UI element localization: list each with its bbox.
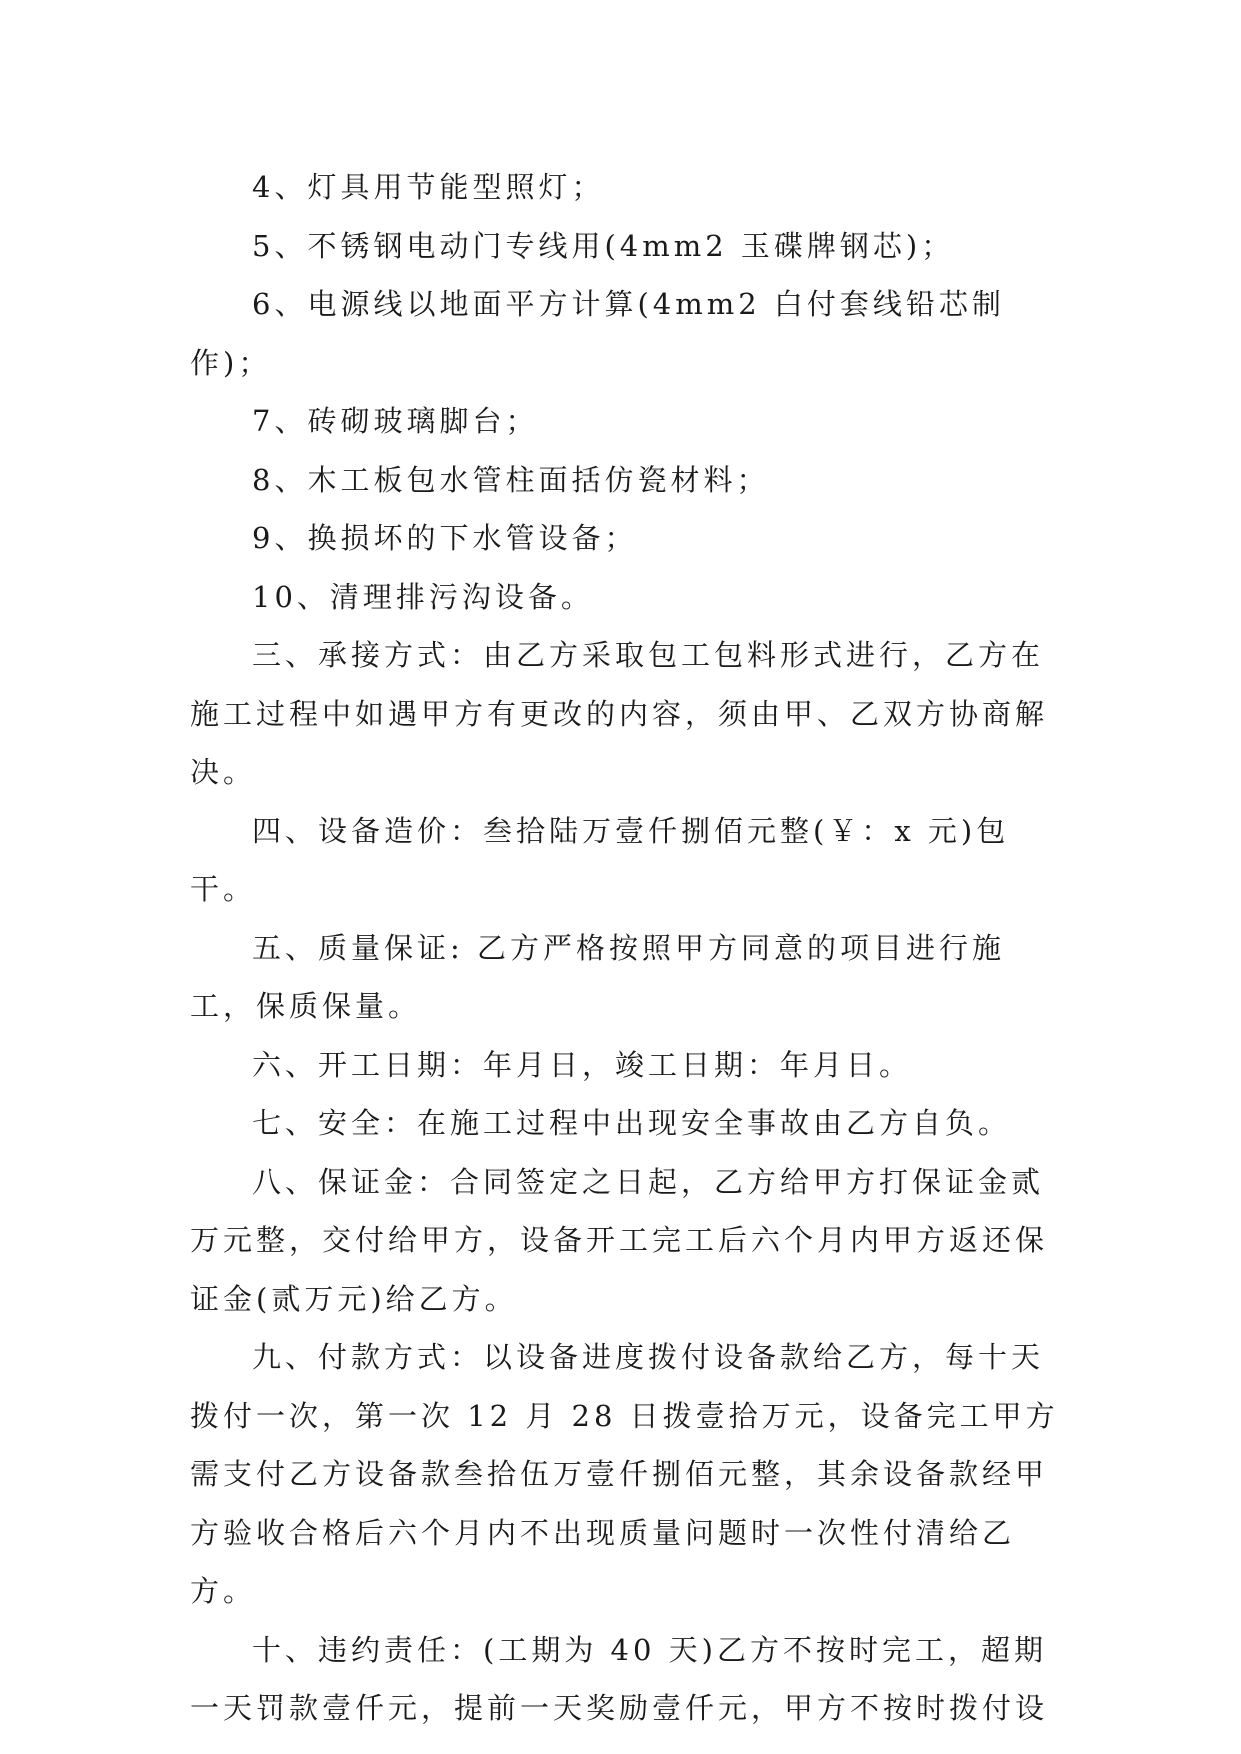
section-breach-liability: 十、违约责任：(工期为 40 天)乙方不按时完工，超期一天罚款壹仟元，提前一天奖励壹仟元，甲方不按时拨付设 — [190, 1632, 1049, 1725]
paragraph-item-9: 9、换损坏的下水管设备； — [252, 521, 638, 555]
paragraph-item-6: 6、电源线以地面平方计算(4mm2 白付套线铅芯制作)； — [190, 287, 1005, 380]
paragraph-item-5: 5、不锈钢电动门专线用(4mm2 玉碟牌钢芯)； — [252, 228, 955, 263]
section-start-date: 六、开工日期：年月日，竣工日期：年月日。 — [252, 1047, 913, 1082]
section-deposit: 八、保证金：合同签定之日起，乙方给甲方打保证金贰万元整，交付给甲方，设备开工完工后六个月内甲方返还保证金(贰万元)给乙方。 — [190, 1164, 1049, 1316]
section-safety: 七、安全：在施工过程中出现安全事故由乙方自负。 — [252, 1106, 1012, 1140]
section-contract-method: 三、承接方式：由乙方采取包工包料形式进行，乙方在施工过程中如遇甲方有更改的内容，须由甲、乙双方协商解决。 — [190, 638, 1049, 789]
paragraph-item-8: 8、木工板包水管柱面括仿瓷材料； — [252, 462, 770, 497]
section-payment-method: 九、付款方式：以设备进度拨付设备款给乙方，每十天拨付一次，第一次 12 月 28 日拨壹拾万元，设备完工甲方需支付乙方设备款叁拾伍万壹仟捌佰元整，其余设备款经甲方验收合格后六个月内不出现质量问题时一次性付清给乙方。 — [190, 1340, 1059, 1608]
section-equipment-cost: 四、设备造价：叁拾陆万壹仟捌佰元整(￥：x 元)包干。 — [190, 813, 1010, 906]
paragraph-item-10: 10、清理排污沟设备。 — [252, 579, 594, 614]
section-quality-guarantee: 五、质量保证: 乙方严格按照甲方同意的项目进行施工，保质保量。 — [190, 930, 1005, 1023]
paragraph-item-4: 4、灯具用节能型照灯； — [252, 170, 605, 204]
paragraph-item-7: 7、砖砌玻璃脚台； — [252, 404, 539, 438]
document-body — [190, 158, 1060, 1738]
